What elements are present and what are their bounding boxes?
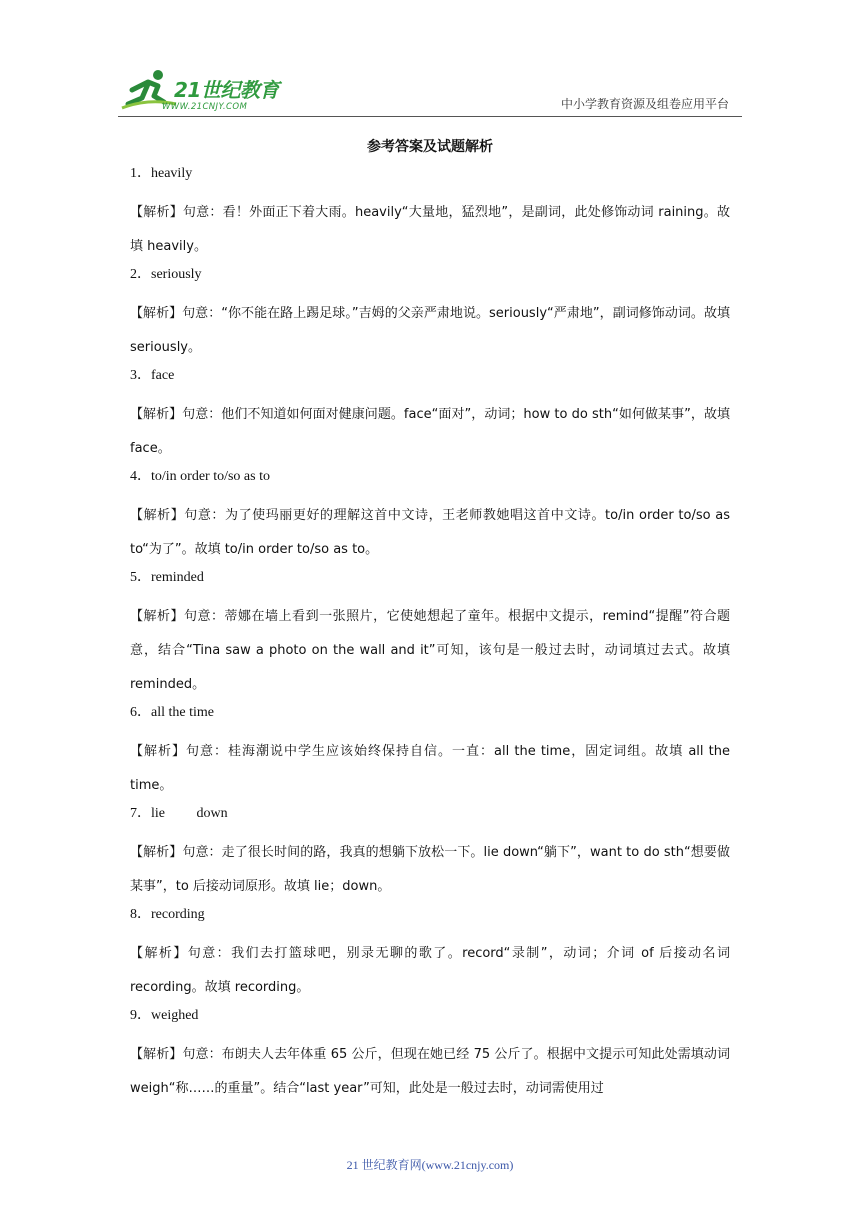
site-logo[interactable] bbox=[118, 64, 298, 116]
answer-text: 8．recording bbox=[130, 907, 205, 922]
answer-text: 1．heavily bbox=[130, 166, 193, 181]
answer-text: 2．seriously bbox=[130, 267, 202, 282]
explanation: 【解析】句意：看！外面正下着大雨。heavily“大量地，猛烈地”，是副词，此处修饰动词 raining。故填 heavily。 bbox=[130, 205, 730, 254]
answer-text: 4．to/in order to/so as to bbox=[130, 469, 270, 484]
explanation: 【解析】句意：走了很长时间的路，我真的想躺下放松一下。lie down“躺下”，want to do sth“想要做某事”，to 后接动词原形。故填 lie；down。 bbox=[130, 845, 730, 894]
answer-item bbox=[130, 264, 730, 365]
answer-item bbox=[130, 466, 730, 567]
answer-item bbox=[130, 803, 730, 904]
explanation: 【解析】句意：我们去打篮球吧，别录无聊的歌了。record“录制”，动词；介词 of 后接动名词 recording。故填 recording。 bbox=[130, 946, 730, 995]
answer-item bbox=[130, 702, 730, 803]
logo-text: 21世纪教育 bbox=[174, 78, 279, 102]
logo-url: WWW.21CNJY.COM bbox=[162, 102, 248, 112]
answer-item bbox=[130, 163, 730, 264]
answer-item bbox=[130, 1005, 730, 1106]
answer-text: 7．lie down bbox=[130, 806, 228, 821]
answer-item bbox=[130, 567, 730, 702]
answer-text: 9．weighed bbox=[130, 1008, 199, 1023]
answer-item bbox=[130, 365, 730, 466]
answer-text: 6．all the time bbox=[130, 705, 214, 720]
explanation: 【解析】句意：布朗夫人去年体重 65 公斤，但现在她已经 75 公斤了。根据中文提示可知此处需填动词 weigh“称……的重量”。结合“last year”可知，此处是一般过去时，动词需使用过 bbox=[130, 1047, 730, 1096]
answer-text: 3．face bbox=[130, 368, 175, 383]
platform-name: 中小学教育资源及组卷应用平台 bbox=[560, 97, 729, 111]
explanation: 【解析】句意：“你不能在路上踢足球。”吉姆的父亲严肃地说。seriously“严肃地”，副词修饰动词。故填 seriously。 bbox=[130, 306, 730, 355]
page-title: 参考答案及试题解析 bbox=[367, 139, 493, 155]
answer-list bbox=[130, 163, 730, 1106]
explanation: 【解析】句意：为了使玛丽更好的理解这首中文诗，王老师教她唱这首中文诗。to/in order to/so as to“为了”。故填 to/in order to/so as to。 bbox=[130, 508, 730, 557]
explanation: 【解析】句意：蒂娜在墙上看到一张照片，它使她想起了童年。根据中文提示，remind“提醒”符合题意，结合“Tina saw a photo on the wall and it”可知，该句是一般过去时，动词填过去式。故填 reminded。 bbox=[130, 609, 730, 692]
answer-text: 5．reminded bbox=[130, 570, 204, 585]
explanation: 【解析】句意：他们不知道如何面对健康问题。face“面对”，动词；how to do sth“如何做某事”，故填 face。 bbox=[130, 407, 730, 456]
page-header bbox=[0, 0, 860, 124]
header-divider bbox=[118, 116, 742, 117]
answer-item bbox=[130, 904, 730, 1005]
explanation: 【解析】句意：桂海潮说中学生应该始终保持自信。一直：all the time，固定词组。故填 all the time。 bbox=[130, 744, 730, 793]
page-footer[interactable]: 21 世纪教育网(www.21cnjy.com) bbox=[346, 1158, 514, 1172]
